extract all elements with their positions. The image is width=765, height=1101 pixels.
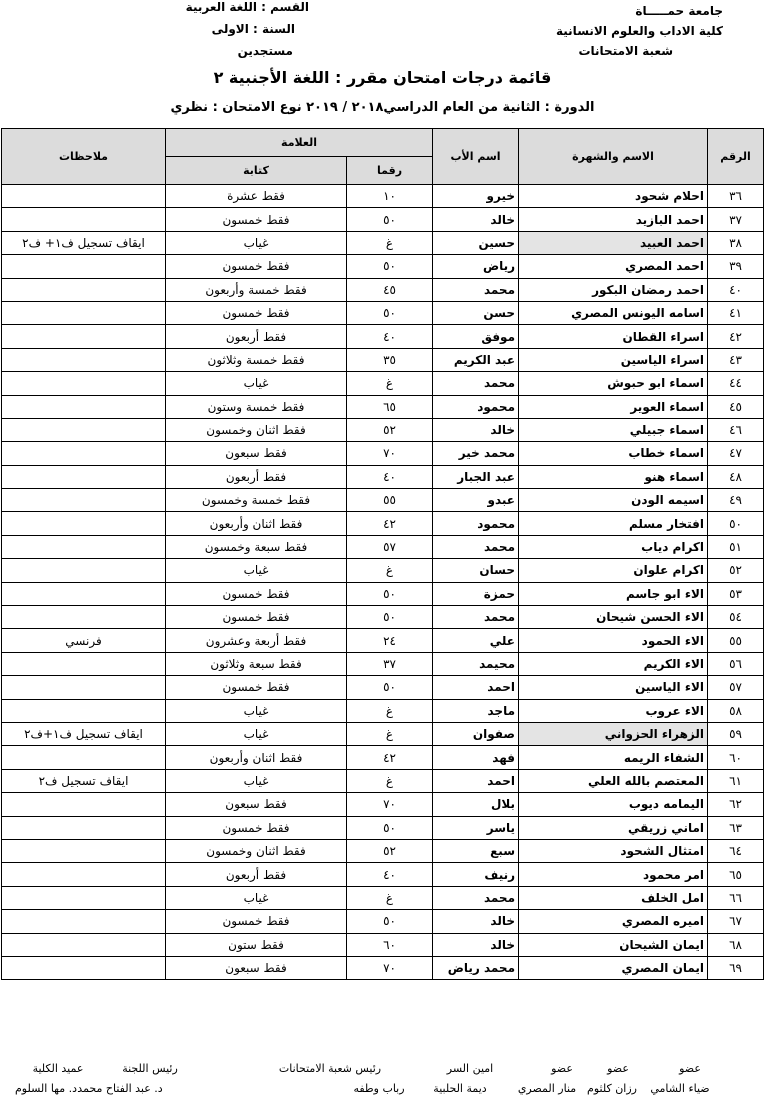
mark-digits: ٥٠ bbox=[347, 676, 433, 699]
mark-digits: ٦٠ bbox=[347, 933, 433, 956]
mark-digits: ٧٠ bbox=[347, 442, 433, 465]
table-row bbox=[2, 629, 764, 652]
father-name: محمد رياض bbox=[433, 956, 519, 979]
mark-words: فقط خمسون bbox=[166, 301, 347, 324]
student-name: اليمامه ديوب bbox=[519, 793, 708, 816]
row-notes bbox=[2, 886, 166, 909]
student-name: اكرام علوان bbox=[519, 559, 708, 582]
row-notes bbox=[2, 793, 166, 816]
father-name: فهد bbox=[433, 746, 519, 769]
grades-table bbox=[1, 128, 764, 980]
signatory-name: رزان كلثوم bbox=[587, 1082, 637, 1095]
row-notes bbox=[2, 816, 166, 839]
mark-digits: ٥٠ bbox=[347, 255, 433, 278]
signature-title: عضو bbox=[679, 1062, 701, 1075]
table-row bbox=[2, 489, 764, 512]
signatory-name: منار المصري bbox=[517, 1082, 577, 1095]
student-name: الزهراء الحزواني bbox=[519, 722, 708, 745]
signature-title: عضو bbox=[551, 1062, 573, 1075]
row-number: ٤٩ bbox=[708, 489, 764, 512]
mark-digits: ٥٠ bbox=[347, 606, 433, 629]
mark-words: فقط اثنان وخمسون bbox=[166, 418, 347, 441]
row-notes: ايقاف تسجيل ف١+ف٢ bbox=[2, 722, 166, 745]
row-notes: فرنسي bbox=[2, 629, 166, 652]
mark-digits: ٧٠ bbox=[347, 956, 433, 979]
student-name: اسماء العوير bbox=[519, 395, 708, 418]
mark-words: فقط خمسون bbox=[166, 582, 347, 605]
row-notes bbox=[2, 442, 166, 465]
signatory-name: ضياء الشامي bbox=[650, 1082, 710, 1095]
father-name: ياسر bbox=[433, 816, 519, 839]
row-number: ٦٢ bbox=[708, 793, 764, 816]
row-notes bbox=[2, 348, 166, 371]
mark-digits: ٤٥ bbox=[347, 278, 433, 301]
row-notes bbox=[2, 208, 166, 231]
row-notes bbox=[2, 255, 166, 278]
student-name: افتخار مسلم bbox=[519, 512, 708, 535]
mark-digits: ٥٠ bbox=[347, 816, 433, 839]
row-number: ٤٠ bbox=[708, 278, 764, 301]
table-row bbox=[2, 606, 764, 629]
mark-digits: ٥٠ bbox=[347, 208, 433, 231]
table-row bbox=[2, 746, 764, 769]
mark-words: فقط خمسة وستون bbox=[166, 395, 347, 418]
row-notes bbox=[2, 956, 166, 979]
mark-words: غياب bbox=[166, 559, 347, 582]
table-row bbox=[2, 839, 764, 862]
table-row bbox=[2, 301, 764, 324]
table-row bbox=[2, 442, 764, 465]
row-number: ٤١ bbox=[708, 301, 764, 324]
student-name: اسامه اليونس المصري bbox=[519, 301, 708, 324]
table-row bbox=[2, 956, 764, 979]
father-name: حمزة bbox=[433, 582, 519, 605]
row-notes bbox=[2, 465, 166, 488]
student-name: اميره المصري bbox=[519, 910, 708, 933]
father-name: احمد bbox=[433, 769, 519, 792]
row-number: ٦٨ bbox=[708, 933, 764, 956]
mark-digits: غ bbox=[347, 722, 433, 745]
mark-words: فقط أربعون bbox=[166, 465, 347, 488]
mark-digits: ٥٠ bbox=[347, 582, 433, 605]
mark-digits: ٤٢ bbox=[347, 746, 433, 769]
status-label: مستجدين bbox=[237, 44, 293, 58]
row-number: ٤٦ bbox=[708, 418, 764, 441]
mark-digits: ١٠ bbox=[347, 185, 433, 208]
row-number: ٤٤ bbox=[708, 372, 764, 395]
father-name: حسين bbox=[433, 231, 519, 254]
row-notes bbox=[2, 418, 166, 441]
faculty-name: كلية الاداب والعلوم الانسانية bbox=[556, 24, 723, 38]
row-notes bbox=[2, 652, 166, 675]
mark-words: فقط عشرة bbox=[166, 185, 347, 208]
father-name: ماجد bbox=[433, 699, 519, 722]
mark-words: فقط خمسون bbox=[166, 910, 347, 933]
table-row bbox=[2, 255, 764, 278]
student-name: اكرام دياب bbox=[519, 535, 708, 558]
table-row bbox=[2, 559, 764, 582]
student-name: الشفاء الريمه bbox=[519, 746, 708, 769]
mark-words: فقط سبعة وثلاثون bbox=[166, 652, 347, 675]
student-name: الاء الحسن شيحان bbox=[519, 606, 708, 629]
mark-digits: غ bbox=[347, 231, 433, 254]
row-notes bbox=[2, 278, 166, 301]
table-row bbox=[2, 325, 764, 348]
table-row bbox=[2, 933, 764, 956]
row-number: ٥٧ bbox=[708, 676, 764, 699]
mark-words: فقط خمسون bbox=[166, 676, 347, 699]
student-name: اماني زريقي bbox=[519, 816, 708, 839]
father-name: خالد bbox=[433, 910, 519, 933]
row-number: ٣٧ bbox=[708, 208, 764, 231]
mark-words: غياب bbox=[166, 886, 347, 909]
student-name: الاء ابو جاسم bbox=[519, 582, 708, 605]
row-number: ٦١ bbox=[708, 769, 764, 792]
table-row bbox=[2, 348, 764, 371]
table-row bbox=[2, 793, 764, 816]
mark-words: فقط سبعون bbox=[166, 956, 347, 979]
row-number: ٥٣ bbox=[708, 582, 764, 605]
row-notes bbox=[2, 933, 166, 956]
mark-digits: ٤٠ bbox=[347, 325, 433, 348]
table-row bbox=[2, 676, 764, 699]
row-notes bbox=[2, 582, 166, 605]
student-name: اسماء خطاب bbox=[519, 442, 708, 465]
signatory-name: ديمة الحلبية bbox=[433, 1082, 487, 1095]
student-name: اسماء جبيلي bbox=[519, 418, 708, 441]
father-name: عبد الكريم bbox=[433, 348, 519, 371]
department-label: القسم : اللغة العربية bbox=[185, 0, 309, 14]
father-name: محمود bbox=[433, 512, 519, 535]
row-number: ٣٨ bbox=[708, 231, 764, 254]
signatory-name: د. عبد الفتاح محمد bbox=[77, 1082, 163, 1095]
header-mark: العلامة bbox=[166, 129, 433, 157]
mark-digits: ٤٠ bbox=[347, 465, 433, 488]
mark-words: فقط خمسة وأربعون bbox=[166, 278, 347, 301]
mark-words: فقط سبعون bbox=[166, 442, 347, 465]
row-notes bbox=[2, 301, 166, 324]
row-number: ٥٨ bbox=[708, 699, 764, 722]
student-name: ايمان الشيحان bbox=[519, 933, 708, 956]
mark-words: فقط اثنان وأربعون bbox=[166, 746, 347, 769]
mark-words: فقط خمسون bbox=[166, 208, 347, 231]
signature-title: عميد الكلية bbox=[32, 1062, 84, 1075]
mark-words: فقط أربعون bbox=[166, 863, 347, 886]
row-notes bbox=[2, 512, 166, 535]
row-number: ٦٩ bbox=[708, 956, 764, 979]
table-row bbox=[2, 372, 764, 395]
father-name: بلال bbox=[433, 793, 519, 816]
year-label: السنة : الاولى bbox=[211, 22, 295, 36]
row-notes bbox=[2, 535, 166, 558]
table-row bbox=[2, 699, 764, 722]
row-notes: ايقاف تسجيل ف١+ ف٢ bbox=[2, 231, 166, 254]
father-name: علي bbox=[433, 629, 519, 652]
student-name: المعتصم بالله العلي bbox=[519, 769, 708, 792]
signature-title: رئيس اللجنة bbox=[122, 1062, 178, 1075]
mark-digits: ٥٠ bbox=[347, 301, 433, 324]
grade-rows bbox=[2, 185, 764, 980]
student-name: امر محمود bbox=[519, 863, 708, 886]
father-name: حسان bbox=[433, 559, 519, 582]
table-row bbox=[2, 863, 764, 886]
table-row bbox=[2, 582, 764, 605]
mark-words: فقط سبعون bbox=[166, 793, 347, 816]
mark-digits: ٥٢ bbox=[347, 839, 433, 862]
mark-words: غياب bbox=[166, 699, 347, 722]
mark-digits: غ bbox=[347, 886, 433, 909]
row-notes bbox=[2, 746, 166, 769]
student-name: الاء الحمود bbox=[519, 629, 708, 652]
mark-digits: ٥٠ bbox=[347, 910, 433, 933]
row-notes bbox=[2, 185, 166, 208]
father-name: محيمد bbox=[433, 652, 519, 675]
table-row bbox=[2, 535, 764, 558]
mark-words: فقط سبعة وخمسون bbox=[166, 535, 347, 558]
table-row bbox=[2, 769, 764, 792]
mark-digits: ٧٠ bbox=[347, 793, 433, 816]
father-name: رياض bbox=[433, 255, 519, 278]
student-name: احمد المصري bbox=[519, 255, 708, 278]
row-notes bbox=[2, 910, 166, 933]
row-number: ٥٥ bbox=[708, 629, 764, 652]
father-name: صفوان bbox=[433, 722, 519, 745]
mark-digits: ٤٠ bbox=[347, 863, 433, 886]
header-words: كتابة bbox=[166, 157, 347, 185]
student-name: احمد البازيد bbox=[519, 208, 708, 231]
student-name: امتثال الشحود bbox=[519, 839, 708, 862]
mark-words: فقط اثنان وأربعون bbox=[166, 512, 347, 535]
row-notes bbox=[2, 863, 166, 886]
table-row bbox=[2, 208, 764, 231]
student-name: اسراء الياسين bbox=[519, 348, 708, 371]
mark-words: فقط ستون bbox=[166, 933, 347, 956]
row-number: ٣٦ bbox=[708, 185, 764, 208]
table-row bbox=[2, 278, 764, 301]
mark-words: فقط خمسون bbox=[166, 255, 347, 278]
row-notes bbox=[2, 839, 166, 862]
university-name: جامعة حمـــــاة bbox=[635, 4, 723, 18]
header-name: الاسم والشهرة bbox=[519, 129, 708, 185]
table-row bbox=[2, 652, 764, 675]
father-name: موفق bbox=[433, 325, 519, 348]
row-number: ٥٠ bbox=[708, 512, 764, 535]
father-name: محمد bbox=[433, 278, 519, 301]
student-name: امل الخلف bbox=[519, 886, 708, 909]
table-row bbox=[2, 231, 764, 254]
student-name: اسماء ابو حبوش bbox=[519, 372, 708, 395]
mark-words: غياب bbox=[166, 372, 347, 395]
student-name: الاء الكريم bbox=[519, 652, 708, 675]
row-number: ٦٧ bbox=[708, 910, 764, 933]
mark-words: غياب bbox=[166, 769, 347, 792]
row-notes bbox=[2, 395, 166, 418]
row-number: ٥٤ bbox=[708, 606, 764, 629]
mark-digits: ٥٥ bbox=[347, 489, 433, 512]
row-notes bbox=[2, 606, 166, 629]
father-name: سبع bbox=[433, 839, 519, 862]
student-name: احمد رمضان البكور bbox=[519, 278, 708, 301]
mark-words: فقط خمسون bbox=[166, 816, 347, 839]
header-number: الرقم bbox=[708, 129, 764, 185]
student-name: الاء الياسين bbox=[519, 676, 708, 699]
signatory-name: د. مها السلوم bbox=[14, 1082, 78, 1095]
row-number: ٤٨ bbox=[708, 465, 764, 488]
mark-words: فقط أربعون bbox=[166, 325, 347, 348]
header-digits: رقما bbox=[347, 157, 433, 185]
father-name: احمد bbox=[433, 676, 519, 699]
row-notes bbox=[2, 699, 166, 722]
father-name: حسن bbox=[433, 301, 519, 324]
row-number: ٦٣ bbox=[708, 816, 764, 839]
row-number: ٤٢ bbox=[708, 325, 764, 348]
signature-title: امين السر bbox=[446, 1062, 494, 1075]
office-name: شعبة الامتحانات bbox=[578, 44, 673, 58]
header-father: اسم الأب bbox=[433, 129, 519, 185]
father-name: محمد bbox=[433, 606, 519, 629]
table-row bbox=[2, 418, 764, 441]
mark-digits: ٣٧ bbox=[347, 652, 433, 675]
mark-digits: ٤٢ bbox=[347, 512, 433, 535]
mark-words: فقط خمسون bbox=[166, 606, 347, 629]
row-number: ٣٩ bbox=[708, 255, 764, 278]
mark-digits: غ bbox=[347, 699, 433, 722]
row-number: ٦٦ bbox=[708, 886, 764, 909]
father-name: خالد bbox=[433, 933, 519, 956]
page-title: قائمة درجات امتحان مقرر : اللغة الأجنبية ٢ bbox=[213, 68, 552, 87]
table-row bbox=[2, 816, 764, 839]
father-name: رنيف bbox=[433, 863, 519, 886]
mark-digits: غ bbox=[347, 769, 433, 792]
father-name: خالد bbox=[433, 208, 519, 231]
mark-words: فقط أربعة وعشرون bbox=[166, 629, 347, 652]
table-row bbox=[2, 512, 764, 535]
row-notes bbox=[2, 489, 166, 512]
row-number: ٥٦ bbox=[708, 652, 764, 675]
student-name: اسماء هنو bbox=[519, 465, 708, 488]
signatory-name: رباب وطفه bbox=[353, 1082, 405, 1095]
header-notes: ملاحظات bbox=[2, 129, 166, 185]
mark-digits: ٦٥ bbox=[347, 395, 433, 418]
father-name: عبد الجبار bbox=[433, 465, 519, 488]
mark-digits: ٥٢ bbox=[347, 418, 433, 441]
student-name: ايمان المصري bbox=[519, 956, 708, 979]
mark-digits: ٣٥ bbox=[347, 348, 433, 371]
mark-digits: ٢٤ bbox=[347, 629, 433, 652]
row-number: ٦٠ bbox=[708, 746, 764, 769]
table-row bbox=[2, 886, 764, 909]
student-name: اسراء القطان bbox=[519, 325, 708, 348]
father-name: محمد خير bbox=[433, 442, 519, 465]
mark-words: غياب bbox=[166, 231, 347, 254]
father-name: محمد bbox=[433, 535, 519, 558]
student-name: اسيمه الودن bbox=[519, 489, 708, 512]
father-name: محمود bbox=[433, 395, 519, 418]
row-number: ٤٣ bbox=[708, 348, 764, 371]
mark-words: فقط خمسة وخمسون bbox=[166, 489, 347, 512]
row-number: ٤٥ bbox=[708, 395, 764, 418]
row-number: ٥١ bbox=[708, 535, 764, 558]
father-name: محمد bbox=[433, 372, 519, 395]
row-notes bbox=[2, 325, 166, 348]
page-subtitle: الدورة : الثانية من العام الدراسي٢٠١٨ / ٢٠١٩ نوع الامتحان : نظري bbox=[170, 100, 595, 115]
row-number: ٦٤ bbox=[708, 839, 764, 862]
mark-digits: غ bbox=[347, 372, 433, 395]
mark-digits: غ bbox=[347, 559, 433, 582]
row-number: ٥٩ bbox=[708, 722, 764, 745]
father-name: عبدو bbox=[433, 489, 519, 512]
row-notes bbox=[2, 559, 166, 582]
mark-words: فقط اثنان وخمسون bbox=[166, 839, 347, 862]
table-row bbox=[2, 185, 764, 208]
row-notes bbox=[2, 676, 166, 699]
signature-title: رئيس شعبة الامتحانات bbox=[278, 1062, 382, 1075]
father-name: خيرو bbox=[433, 185, 519, 208]
table-row bbox=[2, 465, 764, 488]
father-name: محمد bbox=[433, 886, 519, 909]
table-row bbox=[2, 722, 764, 745]
mark-words: غياب bbox=[166, 722, 347, 745]
table-row bbox=[2, 910, 764, 933]
signature-title: عضو bbox=[607, 1062, 629, 1075]
row-number: ٥٢ bbox=[708, 559, 764, 582]
mark-digits: ٥٧ bbox=[347, 535, 433, 558]
student-name: احلام شحود bbox=[519, 185, 708, 208]
mark-words: فقط خمسة وثلاثون bbox=[166, 348, 347, 371]
student-name: احمد العبيد bbox=[519, 231, 708, 254]
row-number: ٤٧ bbox=[708, 442, 764, 465]
student-name: الاء عروب bbox=[519, 699, 708, 722]
row-notes bbox=[2, 372, 166, 395]
table-row bbox=[2, 395, 764, 418]
row-number: ٦٥ bbox=[708, 863, 764, 886]
father-name: خالد bbox=[433, 418, 519, 441]
row-notes: ايقاف تسجيل ف٢ bbox=[2, 769, 166, 792]
